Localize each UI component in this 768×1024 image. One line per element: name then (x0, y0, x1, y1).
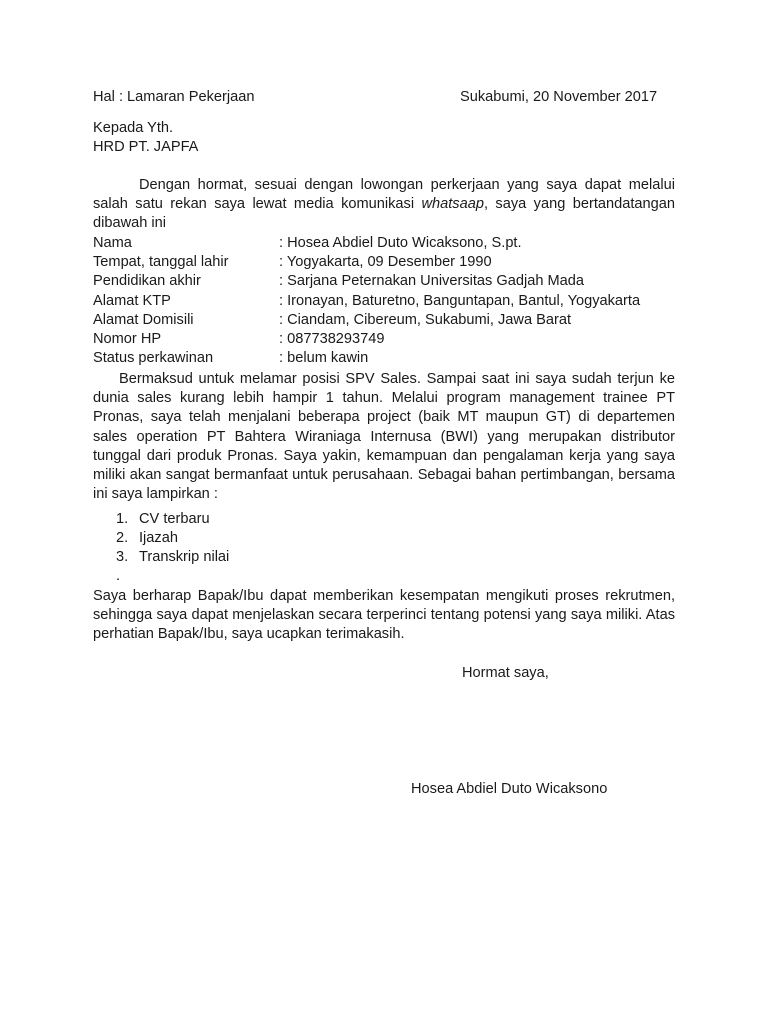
attachment-item: Ijazah (139, 530, 178, 546)
identity-value-education: : Sarjana Peternakan Universitas Gadjah Mada (279, 273, 585, 289)
attachment-number: 1. (116, 511, 129, 527)
opening-text-1: Dengan hormat, sesuai dengan lowongan perkerjaan yang saya dapat melalui salah satu rekan saya lewat media komunikasi (93, 177, 675, 213)
identity-value-marital: : belum kawin (279, 350, 369, 366)
closing-paragraph: Saya berharap Bapak/Ibu dapat memberikan kesempatan mengikuti proses rekrutmen, sehingga saya dapat menjelaskan secara terperinci tentang potensi yang saya miliki. Atas perhatian Bapak/Ibu, saya ucapkan terimakasih. (93, 588, 675, 643)
identity-label-education: Pendidikan akhir (93, 273, 201, 289)
opening-text-2: , saya yang bertandatangan dibawah ini (93, 196, 675, 232)
identity-value-birth: : Yogyakarta, 09 Desember 1990 (279, 254, 492, 270)
letter-subject: Hal : Lamaran Pekerjaan (93, 89, 255, 105)
identity-label-domicile: Alamat Domisili (93, 312, 194, 328)
identity-label-birth: Tempat, tanggal lahir (93, 254, 229, 270)
opening-italic: whatsaap (421, 196, 484, 213)
identity-value-name: : Hosea Abdiel Duto Wicaksono, S.pt. (279, 235, 522, 251)
body-paragraph: Bermaksud untuk melamar posisi SPV Sales. Sampai saat ini saya sudah terjun ke dunia sales kurang lebih hampir 1 tahun. Melalui program management trainee PT Pronas, saya telah menjalani beberapa project (baik MT maupun GT) di departemen sales operation PT Bahtera Wiraniaga Internusa (BWI) yang merupakan distributor tunggal dari produk Pronas. Saya yakin, kemampuan dan pengalaman kerja yang saya miliki akan sangat bermanfaat untuk perusahaan. Sebagai bahan pertimbangan, bersama ini saya lampirkan : (93, 371, 675, 503)
attachment-item: CV terbaru (139, 511, 210, 527)
recipient-line-1: Kepada Yth. (93, 120, 174, 136)
identity-value-phone: : 087738293749 (279, 331, 385, 347)
identity-label-name: Nama (93, 235, 132, 251)
identity-label-ktp-address: Alamat KTP (93, 293, 171, 309)
identity-value-ktp-address: : Ironayan, Baturetno, Banguntapan, Bantul, Yogyakarta (279, 293, 641, 309)
identity-value-domicile: : Ciandam, Cibereum, Sukabumi, Jawa Barat (279, 312, 572, 328)
attachment-number: 3. (116, 549, 129, 565)
signature-name: Hosea Abdiel Duto Wicaksono (411, 781, 608, 797)
place-date: Sukabumi, 20 November 2017 (460, 89, 658, 105)
stray-dot: . (116, 568, 121, 584)
attachment-number: 2. (116, 530, 129, 546)
opening-paragraph (93, 176, 675, 234)
identity-label-phone: Nomor HP (93, 331, 162, 347)
signoff: Hormat saya, (462, 665, 549, 681)
attachment-item: Transkrip nilai (139, 549, 230, 565)
identity-label-marital: Status perkawinan (93, 350, 214, 366)
recipient-line-2: HRD PT. JAPFA (93, 139, 199, 155)
